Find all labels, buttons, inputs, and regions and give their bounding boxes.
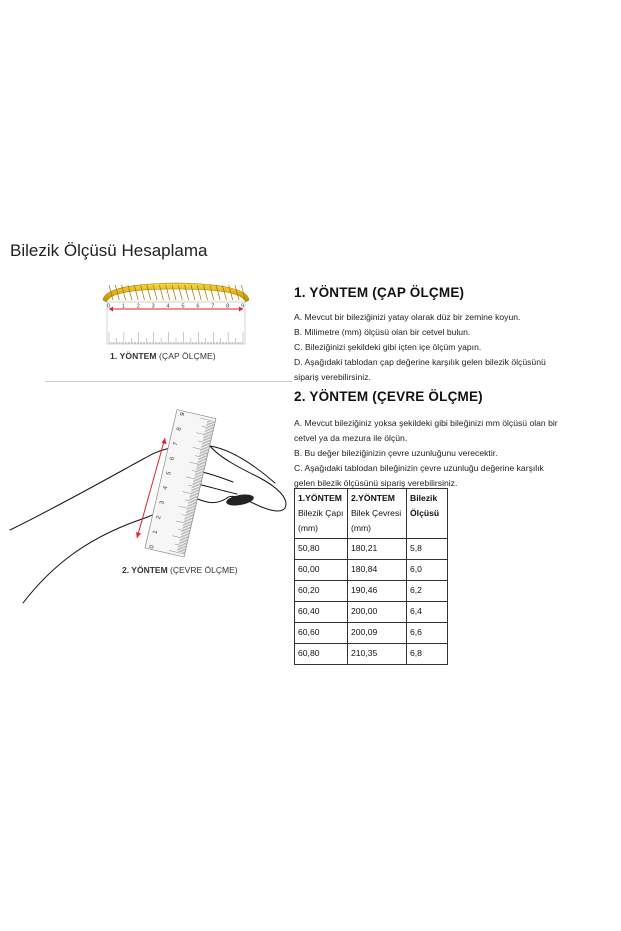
size-table (294, 488, 448, 665)
ruler-number: 3 (151, 303, 155, 310)
method2-instructions (294, 416, 594, 491)
ruler-number: 6 (169, 456, 177, 461)
wrist-measure-illustration (5, 398, 295, 608)
ruler-number: 0 (149, 544, 156, 550)
ruler-number: 9 (241, 303, 245, 310)
ruler-number: 9 (179, 412, 187, 417)
ruler-number: 8 (226, 303, 230, 310)
cell-diameter: 60,40 (295, 602, 348, 623)
cell-circumference: 180,21 (348, 539, 407, 560)
instruction-line: D. Aşağıdaki tablodan çap değerine karşılık gelen bilezik ölçüsünü (294, 357, 546, 367)
cell-size: 6,6 (407, 623, 448, 644)
table-row (295, 539, 448, 560)
ruler-number: 1 (121, 303, 125, 310)
page-title: Bilezik Ölçüsü Hesaplama (10, 241, 208, 260)
divider (45, 381, 292, 382)
cell-diameter: 60,60 (295, 623, 348, 644)
instruction-line: sipariş verebilirsiniz. (294, 372, 371, 382)
instruction-line: C. Aşağıdaki tablodan bileğinizin çevre uzunluğu değerine karşılık (294, 463, 544, 473)
cell-size: 6,4 (407, 602, 448, 623)
cell-size: 6,0 (407, 560, 448, 581)
instruction-line: gelen bilezik ölçüsünü sipariş verebilirsiniz. (294, 478, 458, 488)
ruler-number: 7 (172, 441, 180, 447)
fingernail (225, 493, 254, 508)
ruler-number: 0 (107, 303, 111, 310)
instruction-line: C. Bileziğinizi şekildeki gibi içten içe ölçüm yapın. (294, 342, 482, 352)
header-method2: 2.YÖNTEM Bilek Çevresi (mm) (348, 489, 407, 539)
cell-diameter: 50,80 (295, 539, 348, 560)
instruction-line: cetvel ya da mezura ile ölçün. (294, 433, 408, 443)
header-size: Bilezik Ölçüsü (407, 489, 448, 539)
table-row (295, 644, 448, 665)
ruler-number: 2 (136, 303, 140, 310)
cell-circumference: 200,09 (348, 623, 407, 644)
ruler-number: 7 (211, 303, 215, 310)
method1-instructions (294, 310, 594, 385)
table-row (295, 623, 448, 644)
ruler-number: 2 (155, 515, 163, 520)
header-method1: 1.YÖNTEM Bilezik Çapı (mm) (295, 489, 348, 539)
ruler-number: 3 (159, 500, 166, 506)
cell-circumference: 180,84 (348, 560, 407, 581)
cell-circumference: 200,00 (348, 602, 407, 623)
cell-size: 6,8 (407, 644, 448, 665)
ruler-number: 6 (196, 303, 200, 310)
cell-diameter: 60,20 (295, 581, 348, 602)
ruler-number: 4 (162, 485, 170, 491)
cell-size: 5,8 (407, 539, 448, 560)
bangle-ruler-illustration (95, 278, 257, 346)
instruction-line: B. Bu değer bileziğinizin çevre uzunluğunu verecektir. (294, 448, 498, 458)
cell-diameter: 60,00 (295, 560, 348, 581)
ruler-number: 4 (166, 303, 170, 310)
instruction-line: B. Milimetre (mm) ölçüsü olan bir cetvel bulun. (294, 327, 471, 337)
ruler-number: 8 (176, 426, 183, 432)
cell-diameter: 60,80 (295, 644, 348, 665)
cell-circumference: 210,35 (348, 644, 407, 665)
table-header-row (295, 489, 448, 539)
ruler-number: 1 (152, 529, 160, 535)
ruler-number: 5 (166, 471, 173, 476)
method2-heading: 2. YÖNTEM (ÇEVRE ÖLÇME) (294, 389, 483, 404)
table-row (295, 581, 448, 602)
ruler-number: 5 (181, 303, 185, 310)
cell-circumference: 190,46 (348, 581, 407, 602)
method1-heading: 1. YÖNTEM (ÇAP ÖLÇME) (294, 285, 465, 300)
cell-size: 6,2 (407, 581, 448, 602)
instruction-line: A. Mevcut bir bileziğinizi yatay olarak düz bir zemine koyun. (294, 312, 521, 322)
figure2-caption: 2. YÖNTEM (ÇEVRE ÖLÇME) (122, 565, 238, 575)
table-row (295, 602, 448, 623)
figure1-caption: 1. YÖNTEM (ÇAP ÖLÇME) (110, 351, 216, 361)
table-row (295, 560, 448, 581)
instruction-line: A. Mevcut bileziğiniz yoksa şekildeki gibi bileğinizi mm ölçüsü olan bir (294, 418, 558, 428)
